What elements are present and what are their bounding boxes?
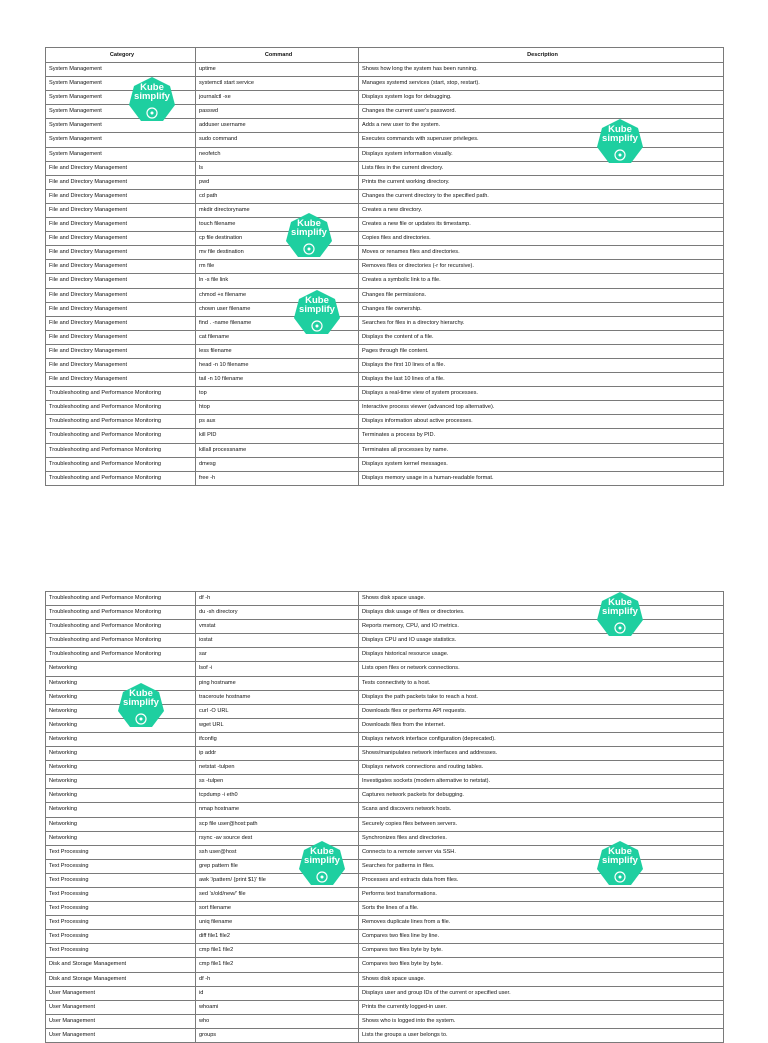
table-row (46, 775, 724, 789)
description-cell: Creates a new file or updates its timestamp. (359, 218, 724, 232)
command-cell: cp file destination (196, 232, 359, 246)
table-row (46, 302, 724, 316)
category-cell: Networking (46, 803, 196, 817)
logo-text-kube: Kube (305, 295, 329, 306)
header-description: Description (359, 48, 724, 63)
command-cell: rm file (196, 260, 359, 274)
category-cell: Troubleshooting and Performance Monitoring (46, 620, 196, 634)
category-cell: System Management (46, 147, 196, 161)
kubesimplify-logo (298, 840, 346, 890)
category-cell: Troubleshooting and Performance Monitoring (46, 401, 196, 415)
table-row (46, 344, 724, 358)
command-cell: lsof -i (196, 662, 359, 676)
category-cell: Networking (46, 732, 196, 746)
description-cell: Captures network packets for debugging. (359, 789, 724, 803)
description-cell: Displays the path packets take to reach a host. (359, 690, 724, 704)
table-row (46, 747, 724, 761)
table-row (46, 218, 724, 232)
description-cell: Lists open files or network connections. (359, 662, 724, 676)
description-cell: Adds a new user to the system. (359, 119, 724, 133)
command-cell: ln -s file link (196, 274, 359, 288)
command-cell: mv file destination (196, 246, 359, 260)
logo-text-kube: Kube (297, 218, 321, 229)
command-cell: free -h (196, 471, 359, 485)
table-row (46, 415, 724, 429)
description-cell: Compares two files byte by byte. (359, 944, 724, 958)
command-cell: diff file1 file2 (196, 930, 359, 944)
command-cell: awk '/pattern/ {print $1}' file (196, 873, 359, 887)
description-cell: Searches for files in a directory hierarchy. (359, 316, 724, 330)
header-category: Category (46, 48, 196, 63)
command-cell: passwd (196, 105, 359, 119)
category-cell: Text Processing (46, 930, 196, 944)
table-row (46, 443, 724, 457)
description-cell: Terminates a process by PID. (359, 429, 724, 443)
description-cell: Changes file permissions. (359, 288, 724, 302)
description-cell: Displays the content of a file. (359, 330, 724, 344)
command-cell: head -n 10 filename (196, 358, 359, 372)
command-cell: adduser username (196, 119, 359, 133)
description-cell: Moves or renames files and directories. (359, 246, 724, 260)
command-cell: pwd (196, 175, 359, 189)
category-cell: User Management (46, 1000, 196, 1014)
category-cell: Troubleshooting and Performance Monitoring (46, 634, 196, 648)
command-cell: scp file user@host:path (196, 817, 359, 831)
command-cell: iostat (196, 634, 359, 648)
table-row (46, 471, 724, 485)
table-row (46, 189, 724, 203)
table-row (46, 789, 724, 803)
description-cell: Shows how long the system has been running. (359, 63, 724, 77)
category-cell: File and Directory Management (46, 316, 196, 330)
category-cell: File and Directory Management (46, 260, 196, 274)
table-row (46, 401, 724, 415)
table-row (46, 958, 724, 972)
kubesimplify-logo (596, 591, 644, 641)
command-cell: killall processname (196, 443, 359, 457)
command-cell: uptime (196, 63, 359, 77)
table-header-row (46, 48, 724, 63)
table-row (46, 288, 724, 302)
category-cell: Troubleshooting and Performance Monitoring (46, 471, 196, 485)
category-cell: Troubleshooting and Performance Monitoring (46, 415, 196, 429)
category-cell: File and Directory Management (46, 161, 196, 175)
category-cell: User Management (46, 1028, 196, 1042)
category-cell: Text Processing (46, 944, 196, 958)
command-cell: df -h (196, 592, 359, 606)
kubesimplify-logo (293, 289, 341, 339)
command-cell: ls (196, 161, 359, 175)
category-cell: System Management (46, 63, 196, 77)
category-cell: Text Processing (46, 902, 196, 916)
command-cell: ssh user@host (196, 845, 359, 859)
category-cell: Troubleshooting and Performance Monitoring (46, 429, 196, 443)
command-cell: traceroute hostname (196, 690, 359, 704)
command-cell: netstat -tulpen (196, 761, 359, 775)
command-cell: less filename (196, 344, 359, 358)
command-cell: top (196, 387, 359, 401)
category-cell: File and Directory Management (46, 189, 196, 203)
category-cell: Networking (46, 690, 196, 704)
logo-text-simplify: simplify (304, 855, 340, 866)
description-cell: Creates a symbolic link to a file. (359, 274, 724, 288)
logo-text-simplify: simplify (291, 227, 327, 238)
description-cell: Displays a real-time view of system processes. (359, 387, 724, 401)
table-row (46, 373, 724, 387)
category-cell: User Management (46, 986, 196, 1000)
category-cell: File and Directory Management (46, 330, 196, 344)
logo-text-kube: Kube (310, 846, 334, 857)
description-cell: Copies files and directories. (359, 232, 724, 246)
logo-text-simplify: simplify (123, 697, 159, 708)
description-cell: Prints the current working directory. (359, 175, 724, 189)
category-cell: System Management (46, 119, 196, 133)
table-row (46, 457, 724, 471)
description-cell: Displays disk usage of files or directories. (359, 606, 724, 620)
description-cell: Shows disk space usage. (359, 592, 724, 606)
category-cell: Text Processing (46, 873, 196, 887)
description-cell: Downloads files from the internet. (359, 718, 724, 732)
command-cell: groups (196, 1028, 359, 1042)
category-cell: System Management (46, 91, 196, 105)
category-cell: Troubleshooting and Performance Monitoring (46, 387, 196, 401)
command-cell: uniq filename (196, 916, 359, 930)
description-cell: Reports memory, CPU, and IO metrics. (359, 620, 724, 634)
description-cell: Searches for patterns in files. (359, 859, 724, 873)
description-cell: Displays historical resource usage. (359, 648, 724, 662)
category-cell: Disk and Storage Management (46, 972, 196, 986)
category-cell: File and Directory Management (46, 344, 196, 358)
category-cell: Text Processing (46, 845, 196, 859)
table-row (46, 972, 724, 986)
description-cell: Displays system information visually. (359, 147, 724, 161)
command-cell: grep pattern file (196, 859, 359, 873)
commands-table-page-2 (45, 591, 724, 1043)
command-cell: ip addr (196, 747, 359, 761)
category-cell: Troubleshooting and Performance Monitoring (46, 443, 196, 457)
description-cell: Processes and extracts data from files. (359, 873, 724, 887)
table-row (46, 916, 724, 930)
table-row (46, 803, 724, 817)
category-cell: File and Directory Management (46, 218, 196, 232)
table-row (46, 662, 724, 676)
command-cell: mkdir directoryname (196, 203, 359, 217)
table-row (46, 63, 724, 77)
command-cell: find . -name filename (196, 316, 359, 330)
category-cell: Networking (46, 817, 196, 831)
logo-text-simplify: simplify (602, 855, 638, 866)
category-cell: File and Directory Management (46, 246, 196, 260)
category-cell: Networking (46, 747, 196, 761)
command-cell: du -sh directory (196, 606, 359, 620)
header-command: Command (196, 48, 359, 63)
description-cell: Displays information about active processes. (359, 415, 724, 429)
command-cell: ss -tulpen (196, 775, 359, 789)
command-cell: sudo command (196, 133, 359, 147)
kubesimplify-logo (117, 682, 165, 732)
command-cell: htop (196, 401, 359, 415)
description-cell: Shows who is logged into the system. (359, 1014, 724, 1028)
logo-text-simplify: simplify (299, 304, 335, 315)
table-row (46, 246, 724, 260)
category-cell: System Management (46, 133, 196, 147)
table-row (46, 387, 724, 401)
logo-text-kube: Kube (608, 846, 632, 857)
kubesimplify-logo (596, 118, 644, 168)
command-cell: cmp file1 file2 (196, 958, 359, 972)
table-row (46, 930, 724, 944)
description-cell: Executes commands with superuser privileges. (359, 133, 724, 147)
description-cell: Terminates all processes by name. (359, 443, 724, 457)
kubesimplify-logo (128, 76, 176, 126)
category-cell: File and Directory Management (46, 288, 196, 302)
category-cell: File and Directory Management (46, 232, 196, 246)
description-cell: Displays network connections and routing tables. (359, 761, 724, 775)
description-cell: Displays system logs for debugging. (359, 91, 724, 105)
table-row (46, 274, 724, 288)
command-cell: nmap hostname (196, 803, 359, 817)
description-cell: Changes the current directory to the specified path. (359, 189, 724, 203)
category-cell: File and Directory Management (46, 302, 196, 316)
command-cell: who (196, 1014, 359, 1028)
category-cell: Troubleshooting and Performance Monitoring (46, 457, 196, 471)
category-cell: File and Directory Management (46, 203, 196, 217)
command-cell: neofetch (196, 147, 359, 161)
table-row (46, 232, 724, 246)
category-cell: Networking (46, 704, 196, 718)
category-cell: File and Directory Management (46, 274, 196, 288)
description-cell: Interactive process viewer (advanced top alternative). (359, 401, 724, 415)
kubesimplify-logo (596, 840, 644, 890)
category-cell: System Management (46, 105, 196, 119)
table-row (46, 203, 724, 217)
description-cell: Displays the first 10 lines of a file. (359, 358, 724, 372)
description-cell: Displays network interface configuration (deprecated). (359, 732, 724, 746)
category-cell: Networking (46, 718, 196, 732)
table-row (46, 761, 724, 775)
category-cell: Troubleshooting and Performance Monitoring (46, 592, 196, 606)
description-cell: Scans and discovers network hosts. (359, 803, 724, 817)
command-cell: df -h (196, 972, 359, 986)
description-cell: Securely copies files between servers. (359, 817, 724, 831)
command-cell: touch filename (196, 218, 359, 232)
command-cell: kill PID (196, 429, 359, 443)
command-cell: dmesg (196, 457, 359, 471)
command-cell: ifconfig (196, 732, 359, 746)
logo-text-kube: Kube (129, 688, 153, 699)
description-cell: Changes the current user's password. (359, 105, 724, 119)
description-cell: Prints the currently logged-in user. (359, 1000, 724, 1014)
table-row (46, 330, 724, 344)
description-cell: Displays system kernel messages. (359, 457, 724, 471)
description-cell: Displays memory usage in a human-readable format. (359, 471, 724, 485)
category-cell: Networking (46, 676, 196, 690)
command-cell: systemctl start service (196, 77, 359, 91)
command-cell: rsync -av source dest (196, 831, 359, 845)
command-cell: sar (196, 648, 359, 662)
command-cell: curl -O URL (196, 704, 359, 718)
logo-text-simplify: simplify (602, 606, 638, 617)
category-cell: Troubleshooting and Performance Monitoring (46, 648, 196, 662)
logo-text-simplify: simplify (602, 133, 638, 144)
logo-text-kube: Kube (608, 597, 632, 608)
table-row (46, 260, 724, 274)
command-cell: ping hostname (196, 676, 359, 690)
table-row (46, 817, 724, 831)
category-cell: Troubleshooting and Performance Monitoring (46, 606, 196, 620)
description-cell: Tests connectivity to a host. (359, 676, 724, 690)
logo-text-kube: Kube (140, 82, 164, 93)
category-cell: File and Directory Management (46, 175, 196, 189)
command-cell: whoami (196, 1000, 359, 1014)
command-cell: sort filename (196, 902, 359, 916)
description-cell: Lists files in the current directory. (359, 161, 724, 175)
description-cell: Investigates sockets (modern alternative to netstat). (359, 775, 724, 789)
command-cell: cmp file1 file2 (196, 944, 359, 958)
description-cell: Lists the groups a user belongs to. (359, 1028, 724, 1042)
command-cell: id (196, 986, 359, 1000)
category-cell: User Management (46, 1014, 196, 1028)
table-row (46, 1028, 724, 1042)
command-cell: cd path (196, 189, 359, 203)
command-cell: chmod +x filename (196, 288, 359, 302)
command-cell: chown user filename (196, 302, 359, 316)
command-cell: journalctl -xe (196, 91, 359, 105)
table-row (46, 732, 724, 746)
category-cell: File and Directory Management (46, 373, 196, 387)
description-cell: Shows disk space usage. (359, 972, 724, 986)
category-cell: Disk and Storage Management (46, 958, 196, 972)
category-cell: Text Processing (46, 887, 196, 901)
command-cell: sed 's/old/new/' file (196, 887, 359, 901)
category-cell: Networking (46, 662, 196, 676)
table-row (46, 316, 724, 330)
description-cell: Downloads files or performs API requests. (359, 704, 724, 718)
command-cell: ps aux (196, 415, 359, 429)
description-cell: Displays user and group IDs of the current or specified user. (359, 986, 724, 1000)
table-row (46, 944, 724, 958)
table-row (46, 358, 724, 372)
description-cell: Creates a new directory. (359, 203, 724, 217)
description-cell: Removes files or directories (-r for recursive). (359, 260, 724, 274)
description-cell: Removes duplicate lines from a file. (359, 916, 724, 930)
description-cell: Shows/manipulates network interfaces and addresses. (359, 747, 724, 761)
command-cell: cat filename (196, 330, 359, 344)
command-cell: vmstat (196, 620, 359, 634)
description-cell: Synchronizes files and directories. (359, 831, 724, 845)
kubesimplify-logo (285, 212, 333, 262)
table-row (46, 1014, 724, 1028)
description-cell: Sorts the lines of a file. (359, 902, 724, 916)
description-cell: Displays CPU and IO usage statistics. (359, 634, 724, 648)
table-row (46, 429, 724, 443)
table-row (46, 175, 724, 189)
description-cell: Compares two files byte by byte. (359, 958, 724, 972)
command-cell: tail -n 10 filename (196, 373, 359, 387)
category-cell: Networking (46, 789, 196, 803)
category-cell: System Management (46, 77, 196, 91)
description-cell: Manages systemd services (start, stop, restart). (359, 77, 724, 91)
table-row (46, 648, 724, 662)
description-cell: Pages through file content. (359, 344, 724, 358)
category-cell: Networking (46, 831, 196, 845)
description-cell: Performs text transformations. (359, 887, 724, 901)
description-cell: Changes file ownership. (359, 302, 724, 316)
logo-text-kube: Kube (608, 124, 632, 135)
description-cell: Connects to a remote server via SSH. (359, 845, 724, 859)
category-cell: Text Processing (46, 916, 196, 930)
category-cell: File and Directory Management (46, 358, 196, 372)
command-cell: wget URL (196, 718, 359, 732)
table-row (46, 986, 724, 1000)
category-cell: Networking (46, 775, 196, 789)
description-cell: Displays the last 10 lines of a file. (359, 373, 724, 387)
table-row (46, 902, 724, 916)
category-cell: Text Processing (46, 859, 196, 873)
logo-text-simplify: simplify (134, 91, 170, 102)
command-cell: tcpdump -i eth0 (196, 789, 359, 803)
table-row (46, 1000, 724, 1014)
description-cell: Compares two files line by line. (359, 930, 724, 944)
category-cell: Networking (46, 761, 196, 775)
